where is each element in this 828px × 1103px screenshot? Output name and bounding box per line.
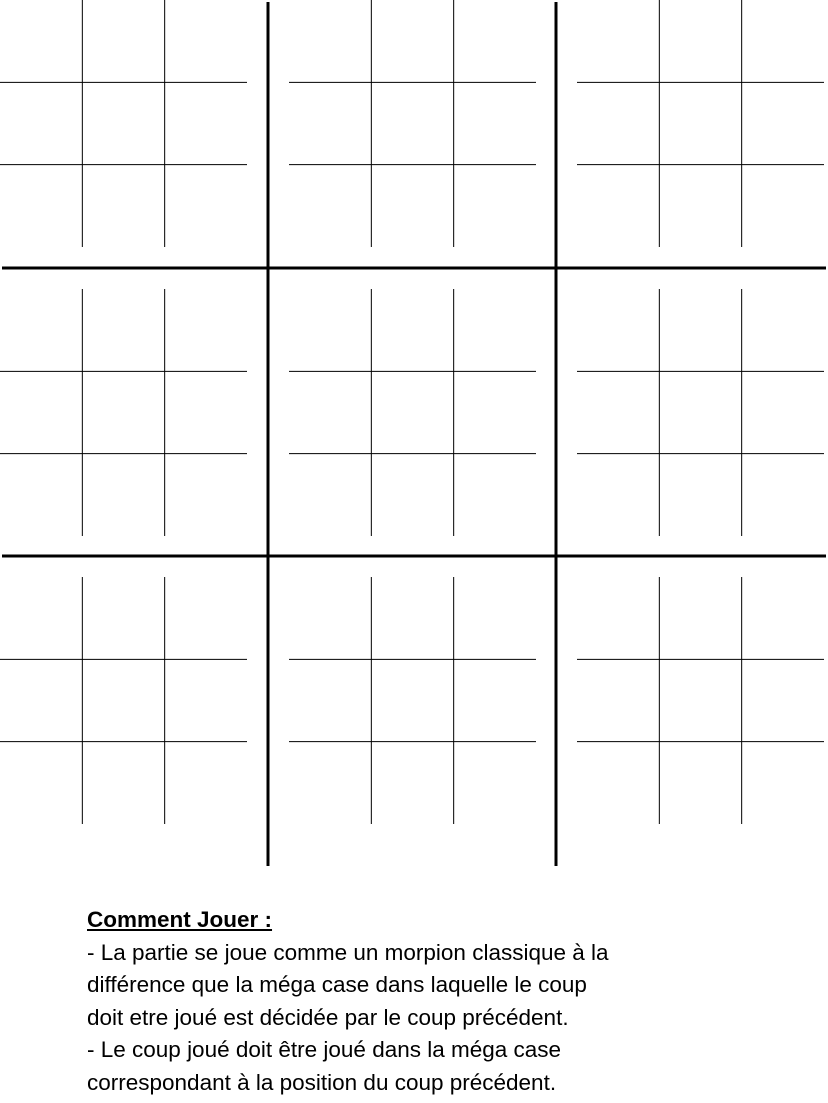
mini-grid — [0, 0, 247, 247]
mini-grid — [577, 289, 824, 536]
mega-grid-lines — [2, 2, 826, 866]
mini-grid — [289, 0, 536, 247]
mini-grid — [0, 577, 247, 824]
rule-line-2: différence que la méga case dans laquelle le coup — [87, 972, 587, 997]
rule-line-1: - La partie se joue comme un morpion classique à la — [87, 939, 609, 965]
mini-grid — [289, 577, 536, 824]
mini-grid — [577, 577, 824, 824]
how-to-play-section — [87, 904, 787, 1099]
mini-grid — [577, 0, 824, 247]
how-to-play-title: Comment Jouer : — [87, 907, 273, 932]
rule-line-3: doit etre joué est décidée par le coup précédent. — [87, 1004, 569, 1030]
rule-line-5: correspondant à la position du coup précédent. — [87, 1069, 557, 1095]
mini-grid — [289, 289, 536, 536]
rule-line-4: - Le coup joué doit être joué dans la méga case — [87, 1037, 562, 1062]
mini-grid — [0, 289, 247, 536]
